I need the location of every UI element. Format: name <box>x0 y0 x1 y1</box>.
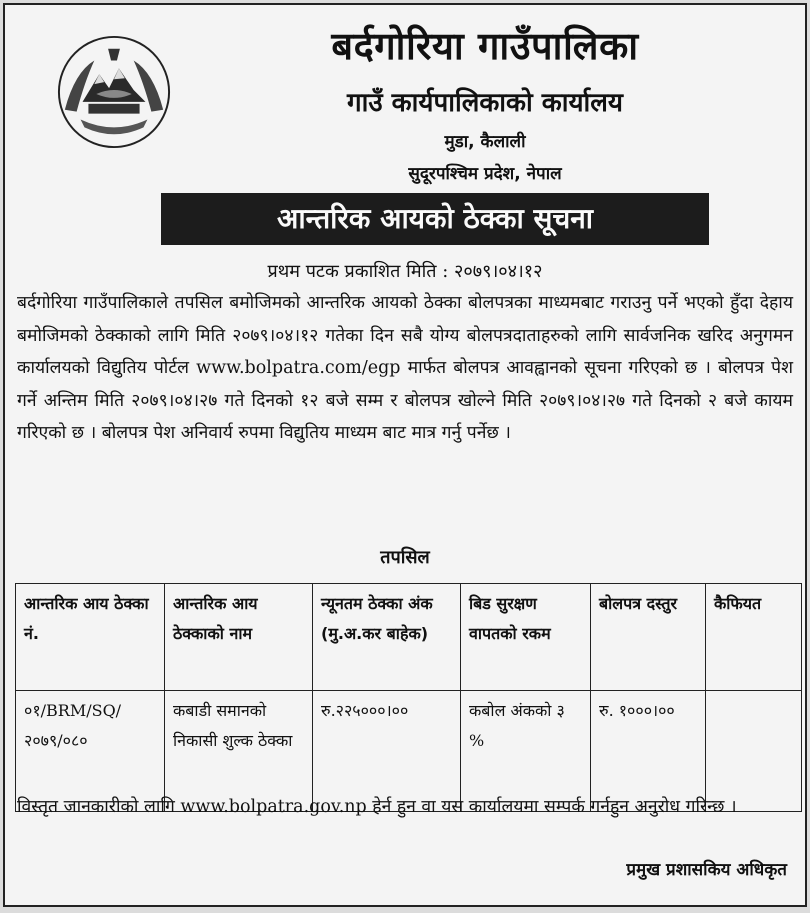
notice-page <box>3 3 807 907</box>
header-bid-fee: बोलपत्र दस्तुर <box>591 584 706 691</box>
signatory-title: प्रमुख प्रशासकिय अधिकृत <box>626 860 787 880</box>
footer-info: विस्तृत जानकारीको लागि www.bolpatra.gov.np हेर्न हुन वा यस कार्यालयमा सम्पर्क गर्नहुन अनुरोध गरिन्छ । <box>17 797 737 817</box>
table-header-row <box>16 584 802 691</box>
cell-bid-fee: रु. १०००।०० <box>591 691 706 812</box>
municipality-name: बर्दगोरिया गाउँपालिका <box>331 24 639 68</box>
office-province: सुदूरपश्चिम प्रदेश, नेपाल <box>408 164 562 184</box>
office-location: मुडा, कैलाली <box>444 132 526 152</box>
header-contract-name: आन्तरिक आय ठेक्काको नाम <box>165 584 313 691</box>
header-remarks: कैफियत <box>706 584 802 691</box>
contract-table <box>15 583 802 812</box>
cell-minimum-amount: रु.२२५०००।०० <box>313 691 461 812</box>
header-contract-number: आन्तरिक आय ठेक्का नं. <box>16 584 165 691</box>
notice-body: बर्दगोरिया गाउँपालिकाले तपसिल बमोजिमको आन्तरिक आयको ठेक्का बोलपत्रका माध्यमबाट गराउनु पर्ने भएको हुँदा देहाय बमोजिमको ठेक्काको लागि मिति २०७९।०४।१२ गतेका दिन सबै योग्य बोलपत्रदाताहरुको लागि सार्वजनिक खरिद अनुगमन कार्यालयको विद्युतिय पोर्टल www.bolpatra.com/egp मार्फत बोलपत्र आवह्वानको सूचना गरिएको छ । बोलपत्र पेश गर्ने अन्तिम मिति २०७९।०४।२७ गते दिनको १२ बजे सम्म र बोलपत्र खोल्ने मिति २०७९।०४।२७ गते दिनको २ बजे कायम गरिएको छ । बोलपत्र पेश अनिवार्य रुपमा विद्युतिय माध्यम बाट मात्र गर्नु पर्नेछ । <box>17 293 793 443</box>
municipality-emblem-icon <box>55 33 173 151</box>
table-caption: तपसिल <box>380 547 430 568</box>
notice-title: आन्तरिक आयको ठेक्का सूचना <box>161 193 709 245</box>
cell-contract-number: ०१/BRM/SQ/ २०७९/०८० <box>16 691 165 812</box>
cell-bid-security: कबोल अंकको ३ % <box>461 691 591 812</box>
office-name: गाउँ कार्यपालिकाको कार्यालय <box>347 88 623 118</box>
header-bid-security: बिड सुरक्षण वापतको रकम <box>461 584 591 691</box>
header-minimum-amount: न्यूनतम ठेक्का अंक (मु.अ.कर बाहेक) <box>313 584 461 691</box>
publish-date: प्रथम पटक प्रकाशित मिति : २०७९।०४।१२ <box>267 261 543 282</box>
cell-contract-name: कबाडी समानको निकासी शुल्क ठेक्का <box>165 691 313 812</box>
